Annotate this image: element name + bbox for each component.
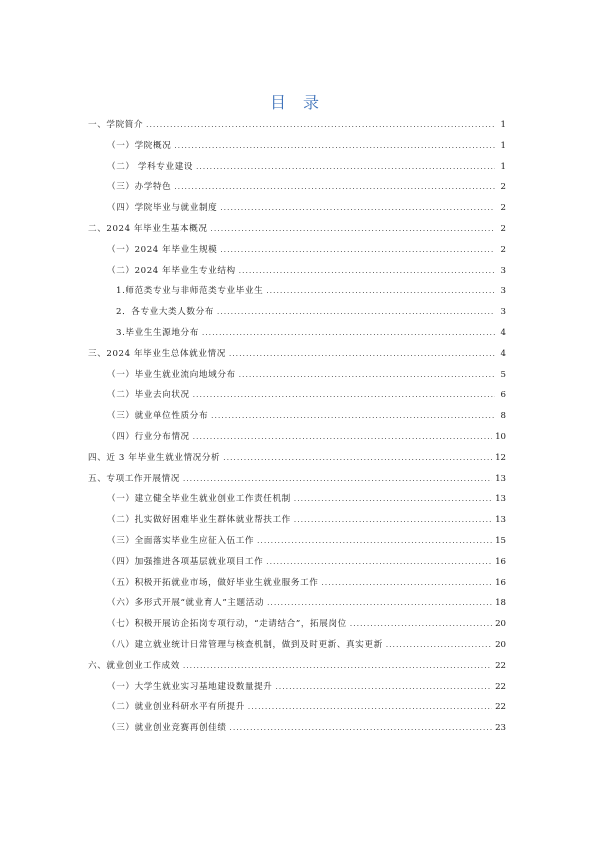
toc-entry[interactable]	[107, 388, 506, 402]
toc-dot-leader	[223, 451, 492, 465]
toc-dot-leader	[196, 160, 495, 174]
toc-entry-label: （四）行业分布情况	[107, 432, 190, 442]
toc-dot-leader	[183, 659, 492, 673]
toc-entry-label: （一）大学生就业实习基地建设数量提升	[107, 681, 273, 692]
toc-page-number: 3	[500, 265, 506, 276]
toc-page-number: 2	[500, 224, 506, 234]
toc-page-number: 2	[500, 244, 506, 255]
toc-page-number: 22	[495, 660, 506, 671]
toc-entry-label: （一）毕业生就业流向地域分布	[107, 369, 236, 380]
toc-entry-label: 五、专项工作开展情况	[88, 473, 180, 484]
toc-page-number: 18	[495, 598, 506, 609]
toc-entry[interactable]	[116, 305, 506, 319]
toc-entry[interactable]	[107, 160, 506, 174]
toc-page-number: 13	[495, 494, 506, 505]
toc-page-number: 4	[500, 348, 506, 359]
toc-entry-label: 二、2024 年毕业生基本概况	[88, 224, 208, 234]
toc-entry-label: （六）多形式开展“就业育人”主题活动	[107, 598, 265, 609]
toc-entry[interactable]	[88, 451, 506, 465]
toc-entry[interactable]	[107, 139, 506, 153]
toc-entry-label: 三、2024 年毕业生总体就业情况	[88, 348, 226, 359]
toc-page-number: 3	[500, 286, 506, 297]
toc-page-number: 5	[500, 369, 506, 380]
toc-page-number: 22	[495, 681, 506, 692]
toc-dot-leader	[321, 576, 492, 590]
toc-page-number: 22	[495, 702, 506, 713]
toc-dot-leader	[239, 368, 495, 382]
toc-entry-label: （四）学院毕业与就业制度	[107, 203, 218, 214]
toc-entry[interactable]	[107, 180, 506, 194]
toc-dot-leader	[220, 243, 495, 257]
toc-entry[interactable]	[107, 243, 506, 257]
toc-entry-label: （五）积极开拓就业市场，做好毕业生就业服务工作	[107, 577, 319, 588]
toc-entry-label: （二）毕业去向状况	[107, 390, 190, 401]
toc-entry-label: 2．各专业大类人数分布	[116, 307, 215, 318]
toc-page-number: 20	[495, 619, 506, 630]
toc-entry-label: （二）2024 年毕业生专业结构	[107, 265, 236, 276]
toc-dot-leader	[217, 305, 495, 319]
toc-entry-label: （二） 学科专业建设	[107, 161, 194, 172]
toc-dot-leader	[146, 118, 495, 132]
toc-entry[interactable]	[116, 326, 506, 340]
toc-dot-leader	[211, 409, 495, 423]
toc-dot-leader	[266, 284, 495, 298]
toc-entry-label: （八）建立就业统计日常管理与核查机制，做到及时更新、真实更新	[107, 640, 383, 650]
toc-dot-leader	[174, 180, 495, 194]
toc-entry[interactable]	[107, 617, 506, 631]
toc-entry-label: （三）办学特色	[107, 182, 172, 193]
toc-page-number: 1	[500, 120, 506, 130]
toc-entry-label: 六、就业创业工作成效	[88, 660, 180, 671]
toc-entry[interactable]	[107, 430, 506, 444]
toc-entry[interactable]	[88, 118, 506, 132]
toc-title: 目 录	[269, 93, 326, 112]
toc-dot-leader	[211, 222, 495, 236]
toc-page-number: 6	[500, 390, 506, 401]
toc-dot-leader	[248, 700, 492, 714]
toc-dot-leader	[229, 347, 495, 361]
toc-dot-leader	[386, 638, 492, 652]
toc-entry[interactable]	[107, 513, 506, 527]
toc-entry[interactable]	[88, 347, 506, 361]
toc-entry[interactable]	[107, 596, 506, 610]
toc-entry-label: 3.毕业生生源地分布	[116, 328, 199, 338]
toc-dot-leader	[257, 534, 492, 548]
toc-entry-label: （一）建立健全毕业生就业创业工作责任机制	[107, 494, 291, 505]
toc-page-number: 3	[500, 307, 506, 318]
toc-entry-label: 1.师范类专业与非师范类专业毕业生	[116, 286, 264, 297]
toc-page-number: 2	[500, 203, 506, 214]
toc-entry[interactable]	[116, 284, 506, 298]
toc-entry-label: （一）2024 年毕业生规模	[107, 244, 218, 255]
toc-page-number: 12	[495, 452, 506, 463]
toc-dot-leader	[193, 430, 492, 444]
toc-entry[interactable]	[107, 409, 506, 423]
toc-page-number: 1	[500, 140, 506, 151]
toc-dot-leader	[266, 555, 492, 569]
toc-entry[interactable]	[88, 472, 506, 486]
toc-dot-leader	[220, 201, 495, 215]
toc-entry[interactable]	[107, 680, 506, 694]
toc-entry-label: （一）学院概况	[107, 140, 172, 151]
toc-entry[interactable]	[88, 222, 506, 236]
toc-entry[interactable]	[107, 576, 506, 590]
toc-dot-leader	[267, 596, 492, 610]
toc-dot-leader	[202, 326, 495, 340]
toc-dot-leader	[239, 264, 495, 278]
toc-page-number: 13	[495, 515, 506, 526]
toc-entry[interactable]	[107, 368, 506, 382]
toc-entry-label: （三）全面落实毕业生应征入伍工作	[107, 536, 255, 546]
toc-entry[interactable]	[107, 721, 506, 735]
toc-entry[interactable]	[107, 555, 506, 569]
toc-entry[interactable]	[107, 201, 506, 215]
toc-entry-label: （七）积极开展访企拓岗专项行动，“走请结合”，拓展岗位	[107, 619, 347, 630]
toc-page-number: 1	[500, 161, 506, 172]
toc-entry[interactable]	[107, 700, 506, 714]
toc-page-number: 4	[500, 328, 506, 338]
toc-entry[interactable]	[107, 638, 506, 652]
toc-dot-leader	[276, 680, 493, 694]
toc-page-number: 23	[495, 723, 506, 734]
toc-page-number: 8	[500, 411, 506, 422]
toc-entry-label: （二）扎实做好困难毕业生群体就业帮扶工作	[107, 515, 291, 526]
toc-dot-leader	[294, 513, 492, 527]
toc-dot-leader	[174, 139, 495, 153]
toc-dot-leader	[230, 721, 493, 735]
toc-page-number: 20	[495, 640, 506, 650]
toc-entry-label: （三）就业单位性质分布	[107, 411, 209, 422]
toc-page-number: 2	[500, 182, 506, 193]
toc-page-number: 16	[495, 577, 506, 588]
toc-entry-label: 一、学院简介	[88, 120, 144, 130]
toc-dot-leader	[350, 617, 492, 631]
toc-page-number: 10	[495, 432, 506, 442]
toc-entry[interactable]	[107, 264, 506, 278]
toc-entry[interactable]	[107, 534, 506, 548]
toc-entry-label: （二）就业创业科研水平有所提升	[107, 702, 245, 713]
toc-entry[interactable]	[107, 492, 506, 506]
toc-entry-label: 四、近 3 年毕业生就业情况分析	[88, 452, 221, 463]
toc-page-number: 16	[495, 556, 506, 567]
toc-dot-leader	[294, 492, 492, 506]
toc-page-number: 13	[495, 473, 506, 484]
toc-entry-label: （三）就业创业竞赛再创佳绩	[107, 723, 227, 734]
toc-page-number: 15	[495, 536, 506, 546]
toc-entry[interactable]	[88, 659, 506, 673]
toc-dot-leader	[183, 472, 492, 486]
toc-dot-leader	[193, 388, 495, 402]
toc-entry-label: （四）加强推进各项基层就业项目工作	[107, 556, 264, 567]
